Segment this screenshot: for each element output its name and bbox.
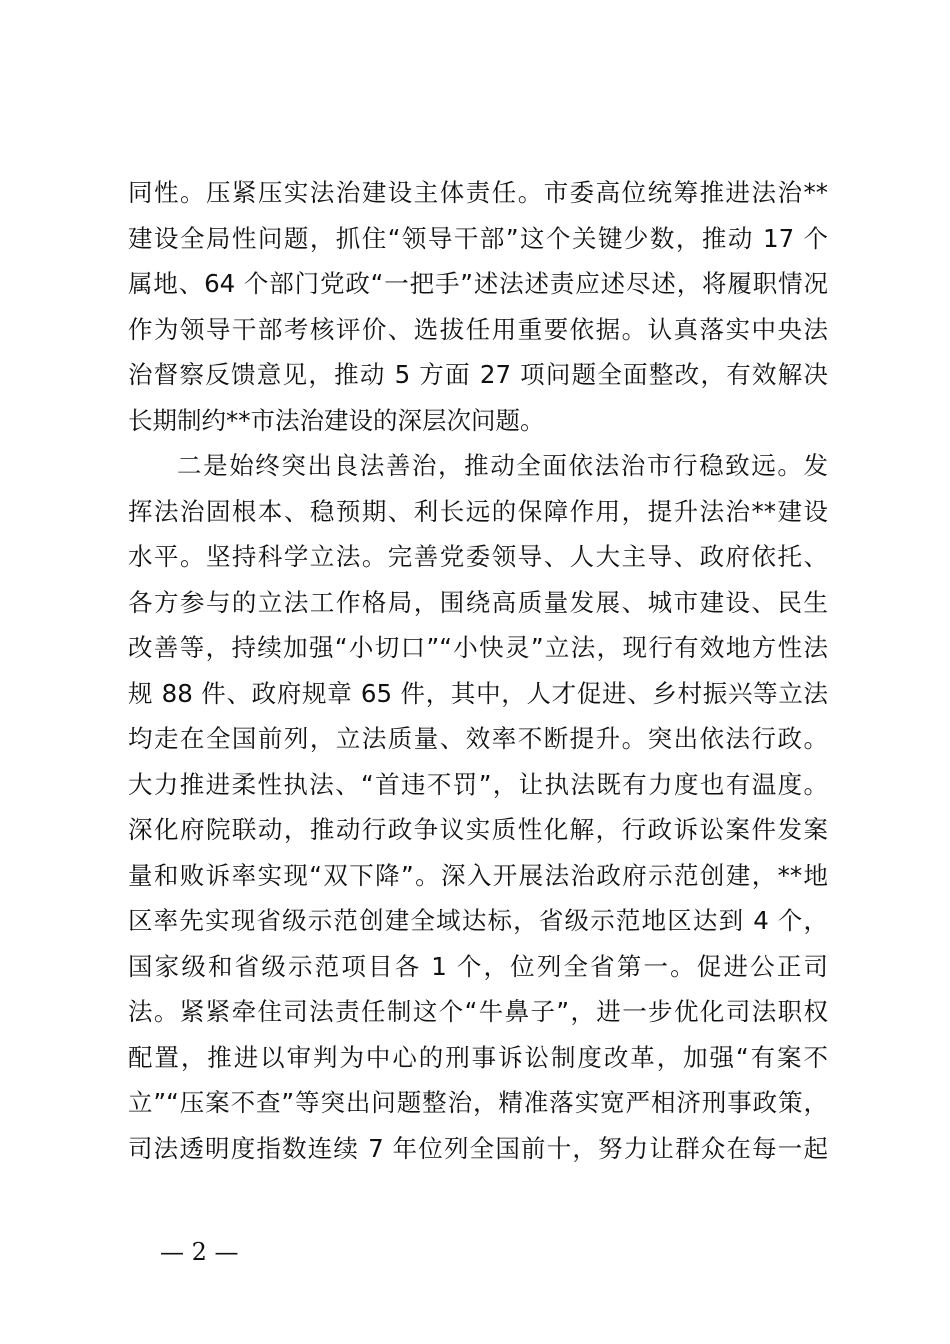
text-line: 水平。坚持科学立法。完善党委领导、人大主导、政府依托、: [128, 542, 828, 571]
text-line: 量和败诉率实现“双下降”。深入开展法治政府示范创建，**地: [128, 860, 828, 890]
text-line: 规 88 件、政府规章 65 件，其中，人才促进、乡村振兴等立法: [128, 678, 828, 708]
text-line: 挥法治固根本、稳预期、利长远的保障作用，提升法治**建设: [128, 496, 828, 526]
text-line: 配置，推进以审判为中心的刑事诉讼制度改革，加强“有案不: [128, 1042, 828, 1072]
text-line: 大力推进柔性执法、“首违不罚”，让执法既有力度也有温度。: [128, 769, 828, 799]
text-line: 改善等，持续加强“小切口”“小快灵”立法，现行有效地方性法: [128, 633, 828, 662]
text-line: 各方参与的立法工作格局，围绕高质量发展、城市建设、民生: [128, 587, 828, 617]
text-line: 治督察反馈意见，推动 5 方面 27 项问题全面整改，有效解决: [128, 360, 828, 389]
text-line: 立”“压案不查”等突出问题整治，精准落实宽严相济刑事政策，: [128, 1088, 828, 1117]
text-line: 长期制约**市法治建设的深层次问题。: [128, 405, 545, 435]
text-line: 国家级和省级示范项目各 1 个，位列全省第一。促进公正司: [128, 951, 828, 981]
text-line: 区率先实现省级示范创建全域达标，省级示范地区达到 4 个，: [128, 906, 828, 935]
paragraph-first-line: 二是始终突出良法善治，推动全面依法治市行稳致远。发: [177, 451, 828, 480]
text-line: 深化府院联动，推动行政争议实质性化解，行政诉讼案件发案: [128, 815, 828, 844]
text-line: 作为领导干部考核评价、选拔任用重要依据。认真落实中央法: [128, 314, 828, 344]
text-line: 属地、64 个部门党政“一把手”述法述责应述尽述，将履职情况: [128, 269, 828, 298]
text-line: 建设全局性问题，抓住“领导干部”这个关键少数，推动 17 个: [128, 223, 828, 253]
page-number: — 2 —: [160, 1238, 239, 1266]
text-line: 同性。压紧压实法治建设主体责任。市委高位统筹推进法治**: [128, 178, 828, 207]
text-line: 法。紧紧牵住司法责任制这个“牛鼻子”，进一步优化司法职权: [128, 997, 828, 1026]
text-line: 均走在全国前列，立法质量、效率不断提升。突出依法行政。: [128, 724, 828, 753]
text-line: 司法透明度指数连续 7 年位列全国前十，努力让群众在每一起: [128, 1133, 828, 1163]
body-text: [128, 170, 828, 1171]
